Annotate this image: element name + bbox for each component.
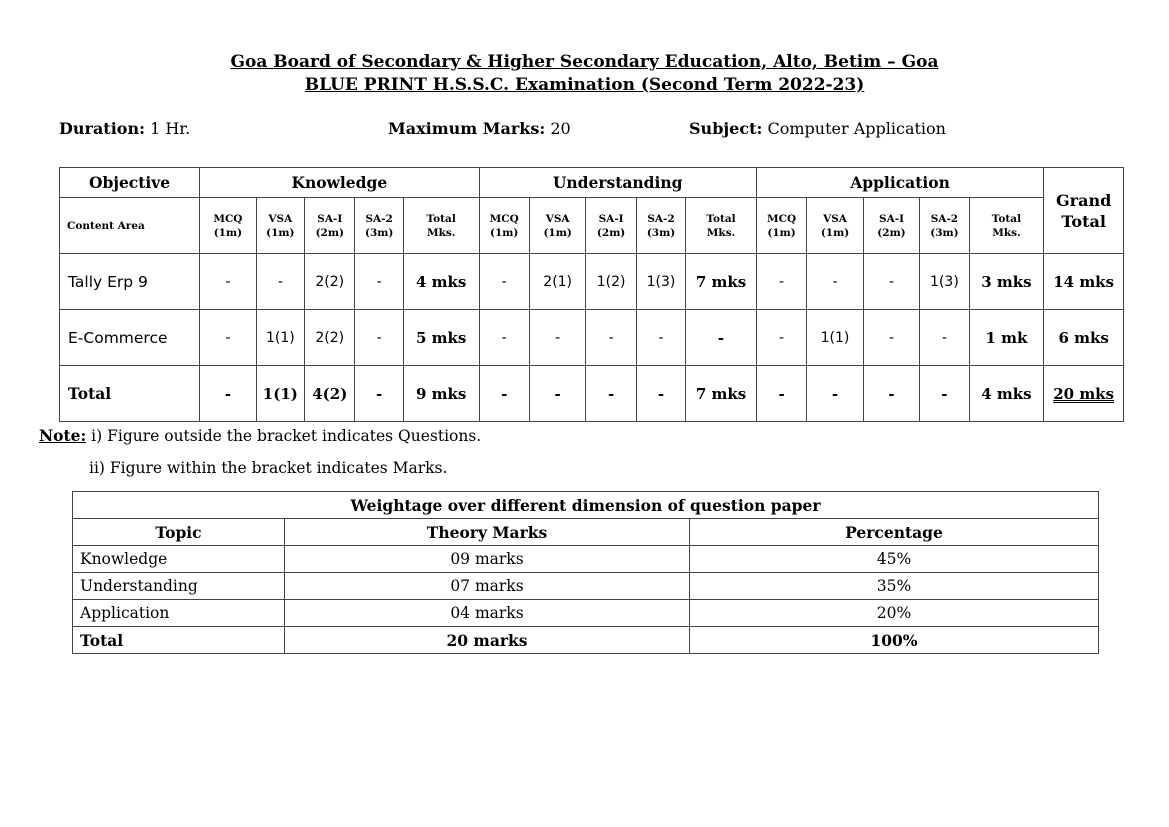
subcol-label: SA-2 <box>365 212 393 225</box>
total-marks-cell: 7 mks <box>686 254 757 310</box>
blueprint-cell: 1(3) <box>636 254 685 310</box>
subcol-marks: Mks. <box>426 226 456 239</box>
subcol-marks: (3m) <box>646 226 676 239</box>
subcol-label: VSA <box>823 212 847 225</box>
total-marks-cell: 4 mks <box>403 254 479 310</box>
subcol-header <box>479 198 529 254</box>
duration-value: 1 Hr. <box>144 119 191 138</box>
subcol-header <box>807 198 863 254</box>
subcol-label: MCQ <box>767 212 797 225</box>
weightage-topic: Understanding <box>73 573 285 600</box>
subcol-marks: (3m) <box>364 226 394 239</box>
subcol-marks: (3m) <box>930 226 959 239</box>
weightage-topic: Application <box>73 600 285 627</box>
subcol-label: SA-I <box>317 212 343 225</box>
subcol-marks: (1m) <box>490 226 519 239</box>
subcol-marks: Mks. <box>706 226 736 239</box>
row-label-total: Total <box>60 366 200 422</box>
subcol-header <box>256 198 304 254</box>
weightage-table <box>72 491 1099 654</box>
duration <box>59 119 190 138</box>
subcol-label: MCQ <box>489 212 519 225</box>
subcol-header <box>863 198 919 254</box>
blueprint-cell: - <box>529 310 585 366</box>
total-marks-cell: 5 mks <box>403 310 479 366</box>
total-marks-cell: 3 mks <box>969 254 1044 310</box>
blueprint-cell: - <box>529 366 585 422</box>
subcol-header <box>756 198 806 254</box>
subcol-label: Total <box>706 212 736 225</box>
blueprint-cell: 1(1) <box>256 366 304 422</box>
weightage-percentage: 20% <box>690 600 1099 627</box>
weightage-topic-total: Total <box>73 627 285 654</box>
weightage-title: Weightage over different dimension of question paper <box>73 492 1099 519</box>
blueprint-cell: - <box>807 254 863 310</box>
blueprint-cell: 1(3) <box>920 254 969 310</box>
blueprint-cell: - <box>807 366 863 422</box>
blueprint-cell: - <box>479 310 529 366</box>
blueprint-cell: - <box>586 310 636 366</box>
board-title: Goa Board of Secondary & Higher Secondary Education, Alto, Betim – Goa <box>230 52 939 72</box>
grand-total-cell: 20 mks <box>1044 366 1124 422</box>
subcol-label: SA-2 <box>930 212 959 225</box>
subcol-header <box>686 198 757 254</box>
blueprint-cell: - <box>863 310 919 366</box>
blueprint-cell: - <box>355 366 403 422</box>
subcol-marks: (1m) <box>767 226 796 239</box>
blueprint-cell: - <box>355 310 403 366</box>
subject-label: Subject: <box>689 119 763 138</box>
subcol-label: Total <box>991 212 1022 225</box>
subcol-header <box>529 198 585 254</box>
blueprint-cell: 2(1) <box>529 254 585 310</box>
total-marks-cell: 7 mks <box>686 366 757 422</box>
weightage-topic: Knowledge <box>73 546 285 573</box>
max-marks-value: 20 <box>545 119 571 138</box>
weightage-header-topic: Topic <box>73 519 285 546</box>
subcol-header <box>403 198 479 254</box>
grand-total-cell: 14 mks <box>1044 254 1124 310</box>
blueprint-cell: - <box>863 366 919 422</box>
subcol-header <box>200 198 256 254</box>
weightage-header-percentage: Percentage <box>690 519 1099 546</box>
total-marks-cell: 1 mk <box>969 310 1044 366</box>
weightage-marks: 09 marks <box>285 546 690 573</box>
blueprint-cell: 1(1) <box>807 310 863 366</box>
subcol-marks: (2m) <box>877 226 906 239</box>
subcol-label: VSA <box>545 212 570 225</box>
subcol-marks: (2m) <box>315 226 344 239</box>
subcol-label: SA-2 <box>647 212 675 225</box>
row-label-ecommerce: E-Commerce <box>60 310 200 366</box>
blueprint-cell: - <box>479 366 529 422</box>
subcol-header <box>969 198 1044 254</box>
subcol-marks: Mks. <box>992 226 1021 239</box>
knowledge-header: Knowledge <box>200 168 479 198</box>
blueprint-cell: - <box>636 310 685 366</box>
content-area-header: Content Area <box>60 198 200 254</box>
blueprint-cell: - <box>479 254 529 310</box>
weightage-marks: 04 marks <box>285 600 690 627</box>
blueprint-cell: - <box>256 254 304 310</box>
blueprint-cell: - <box>920 366 969 422</box>
note-text-1: i) Figure outside the bracket indicates Questions. <box>86 427 482 445</box>
blueprint-cell: - <box>756 310 806 366</box>
application-header: Application <box>756 168 1043 198</box>
subcol-header <box>636 198 685 254</box>
blueprint-title: BLUE PRINT H.S.S.C. Examination (Second Term 2022-23) <box>304 75 865 95</box>
subcol-marks: (1m) <box>543 226 572 239</box>
total-marks-cell: 9 mks <box>403 366 479 422</box>
blueprint-table <box>59 167 1124 422</box>
blueprint-cell: - <box>636 366 685 422</box>
blueprint-cell: - <box>200 310 256 366</box>
blueprint-cell: - <box>200 254 256 310</box>
subcol-header <box>305 198 355 254</box>
blueprint-cell: - <box>200 366 256 422</box>
weightage-percentage: 35% <box>690 573 1099 600</box>
subcol-header <box>355 198 403 254</box>
blueprint-cell: 1(1) <box>256 310 304 366</box>
subcol-label: SA-I <box>878 212 904 225</box>
subcol-label: Total <box>426 212 456 225</box>
blueprint-cell: - <box>586 366 636 422</box>
subject <box>689 119 946 138</box>
note-line-2: ii) Figure within the bracket indicates Marks. <box>89 459 448 477</box>
blueprint-cell: - <box>355 254 403 310</box>
weightage-header-theory: Theory Marks <box>285 519 690 546</box>
subcol-marks: (2m) <box>596 226 626 239</box>
subcol-header <box>586 198 636 254</box>
blueprint-cell: 1(2) <box>586 254 636 310</box>
grand-total-header: Grand Total <box>1044 168 1124 254</box>
blueprint-cell: - <box>756 254 806 310</box>
weightage-percentage-total: 100% <box>690 627 1099 654</box>
subcol-label: SA-I <box>598 212 624 225</box>
total-marks-cell: - <box>686 310 757 366</box>
weightage-marks-total: 20 marks <box>285 627 690 654</box>
weightage-percentage: 45% <box>690 546 1099 573</box>
blueprint-cell: - <box>920 310 969 366</box>
blueprint-cell: - <box>863 254 919 310</box>
blueprint-cell: 4(2) <box>305 366 355 422</box>
subcol-marks: (1m) <box>266 226 295 239</box>
blueprint-cell: - <box>756 366 806 422</box>
row-label-tally: Tally Erp 9 <box>60 254 200 310</box>
total-marks-cell: 4 mks <box>969 366 1044 422</box>
understanding-header: Understanding <box>479 168 756 198</box>
subcol-header <box>920 198 969 254</box>
objective-header: Objective <box>60 168 200 198</box>
subcol-marks: (1m) <box>213 226 243 239</box>
subject-value: Computer Application <box>762 119 946 138</box>
subcol-marks: (1m) <box>820 226 850 239</box>
duration-label: Duration: <box>59 119 145 138</box>
note-label: Note: <box>39 426 87 445</box>
subcol-label: VSA <box>268 212 293 225</box>
grand-total-cell: 6 mks <box>1044 310 1124 366</box>
maximum-marks <box>388 119 571 138</box>
blueprint-cell: 2(2) <box>305 310 355 366</box>
note-line-1 <box>39 426 481 445</box>
max-marks-label: Maximum Marks: <box>388 119 546 138</box>
blueprint-cell: 2(2) <box>305 254 355 310</box>
subcol-label: MCQ <box>213 212 243 225</box>
weightage-marks: 07 marks <box>285 573 690 600</box>
